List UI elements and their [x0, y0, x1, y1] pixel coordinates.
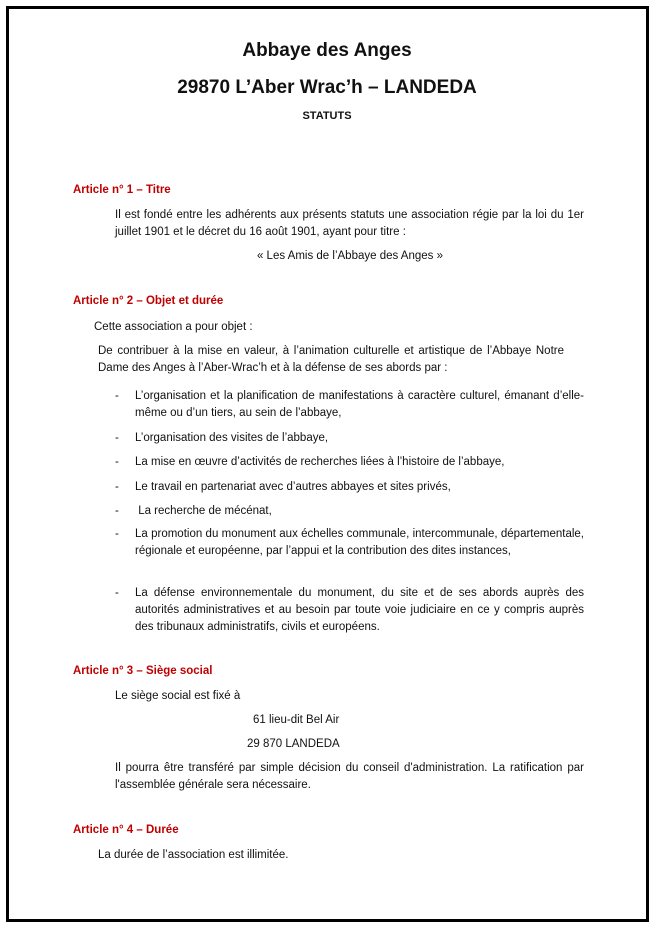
document-type: STATUTS — [302, 110, 352, 122]
list-bullet: - — [115, 505, 119, 517]
list-item: La promotion du monument aux échelles communale, intercommunale, départementale, régionale et européenne, par l’appui et la contribution des dites instances, — [135, 528, 584, 557]
list-item: L’organisation et la planification de manifestations à caractère culturel, émanant d’elle-même ou d’un tiers, au sein de l’abbaye, — [135, 390, 584, 419]
article-4-heading: Article n° 4 – Durée — [73, 824, 179, 836]
article-3-heading: Article n° 3 – Siège social — [73, 665, 213, 677]
list-item: La recherche de mécénat, — [135, 505, 272, 517]
list-item: La défense environnementale du monument, du site et de ses abords auprès des autorités administratives et au besoin par toute voie judiciaire en ce y compris auprès des tribunaux administratifs, civils et européens. — [135, 587, 584, 633]
list-bullet: - — [115, 390, 119, 402]
list-bullet: - — [115, 481, 119, 493]
document-subtitle: 29870 L’Aber Wrac’h – LANDEDA — [177, 77, 477, 98]
article-3-paragraph: Il pourra être transféré par simple décision du conseil d'administration. La ratification par l'assemblée générale sera nécessaire. — [115, 762, 584, 791]
list-item: La mise en œuvre d’activités de recherches liées à l’histoire de l’abbaye, — [135, 456, 505, 468]
list-item: Le travail en partenariat avec d’autres abbayes et sites privés, — [135, 481, 451, 493]
list-bullet: - — [115, 528, 119, 540]
document-title: Abbaye des Anges — [242, 40, 412, 61]
list-bullet: - — [115, 432, 119, 444]
address-line-1: 61 lieu-dit Bel Air — [253, 714, 340, 726]
article-2-paragraph: De contribuer à la mise en valeur, à l’animation culturelle et artistique de l’Abbaye Notre Dame des Anges à l’Aber-Wrac’h et à la défense de ses abords par : — [98, 345, 564, 374]
list-item: L’organisation des visites de l’abbaye, — [135, 432, 329, 444]
article-4-paragraph: La durée de l’association est illimitée. — [98, 849, 289, 861]
article-1-quote: « Les Amis de l’Abbaye des Anges » — [256, 250, 444, 262]
article-2-intro: Cette association a pour objet : — [94, 321, 253, 333]
list-bullet: - — [115, 456, 119, 468]
address-line-2: 29 870 LANDEDA — [247, 738, 340, 750]
article-3-intro: Le siège social est fixé à — [115, 690, 241, 702]
list-bullet: - — [115, 587, 119, 599]
article-2-heading: Article n° 2 – Objet et durée — [73, 295, 224, 307]
article-1-heading: Article n° 1 – Titre — [73, 184, 171, 196]
article-1-paragraph: Il est fondé entre les adhérents aux présents statuts une association régie par la loi du 1er juillet 1901 et le décret du 16 août 1901, ayant pour titre : — [115, 209, 584, 238]
